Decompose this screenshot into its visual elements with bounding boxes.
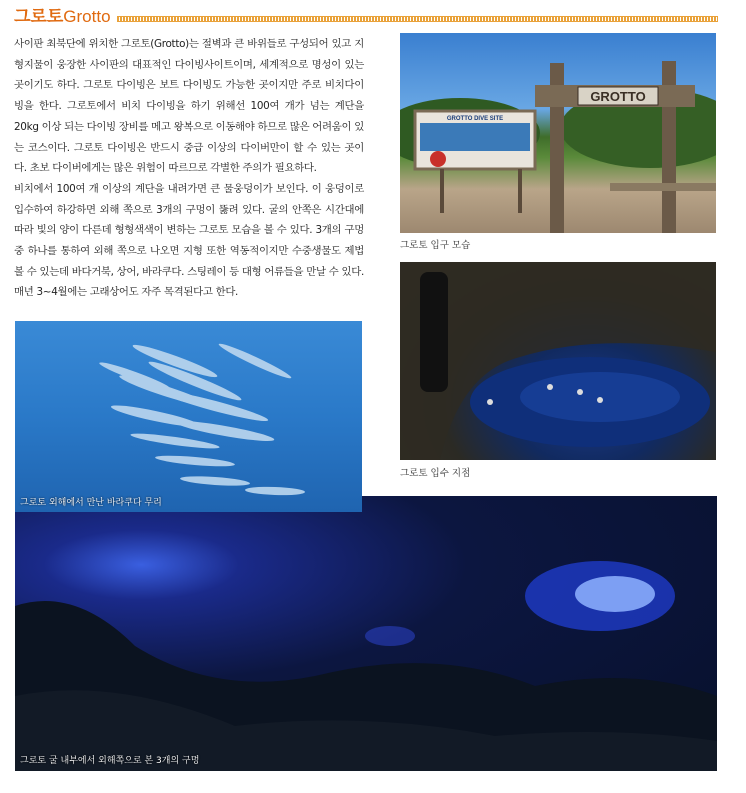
photo-grotto-entrance bbox=[400, 33, 716, 233]
entrance-illustration bbox=[400, 33, 716, 233]
entrance-sign-board: GROTTO DIVE SITE bbox=[446, 116, 504, 122]
caption-entrance: 그로토 입구 모습 bbox=[400, 240, 471, 251]
entrance-sign-top: GROTTO bbox=[590, 89, 646, 104]
caption-barracuda: 그로토 외해에서 만난 바라쿠다 무리 bbox=[20, 498, 162, 508]
section-title bbox=[14, 6, 111, 28]
title-divider bbox=[117, 16, 718, 22]
title-korean: 그로토 bbox=[14, 7, 64, 27]
photo-barracuda-school bbox=[15, 321, 362, 512]
photo-entry-point bbox=[400, 262, 716, 460]
paragraph-2: 비치에서 100여 개 이상의 계단을 내려가면 큰 물웅덩이가 보인다. 이 웅덩이로 입수하여 하강하면 외해 쪽으로 3개의 구멍이 뚫려 있다. 굴의 안쪽은 시간대에 따라 빛의 양이 다른데 형형색색이 변하는 그로토 모습을 볼 수 있다. 3개의 구멍 중 하나를 통하여 외해 쪽으로 나오면 지형 또한 역동적이지만 수중생물도 제법 볼 수 있는데 바다거북, 상어, 바라쿠다. 스팅레이 등 대형 어류들을 만날 수 있다. 매년 3~4월에는 고래상어도 자주 목격된다고 한다. bbox=[14, 182, 364, 299]
article-body bbox=[14, 34, 364, 303]
paragraph-1: 사이판 최북단에 위치한 그로토(Grotto)는 절벽과 큰 바위들로 구성되어 있고 지형지물이 웅장한 사이판의 대표적인 다이빙사이트이며, 세계적으로 명성이 있는 곳이기도 하다. 그로토 다이빙은 보트 다이빙도 가능한 곳이지만 주로 비치다이빙을 한다. 그로토에서 비치 다이빙을 하기 위해선 100여 개가 넘는 계단을 20kg 이상 되는 다이빙 장비를 메고 왕복으로 이동해야 하므로 많은 어려움이 있는 코스이다. 그로토 다이빙은 반드시 중급 이상의 다이버만이 할 수 있는 곳이다. 초보 다이버에게는 많은 위험이 따르므로 각별한 주의가 필요하다. bbox=[14, 38, 364, 175]
entry-point-illustration bbox=[400, 262, 716, 460]
caption-cave: 그로토 굴 내부에서 외해쪽으로 본 3개의 구멍 bbox=[20, 756, 200, 766]
caption-entry-point: 그로토 입수 지점 bbox=[400, 468, 471, 479]
photo-cave-interior bbox=[15, 496, 717, 771]
cave-illustration bbox=[15, 496, 717, 771]
barracuda-illustration bbox=[15, 321, 362, 512]
section-header bbox=[14, 6, 718, 30]
title-english: Grotto bbox=[63, 7, 111, 26]
